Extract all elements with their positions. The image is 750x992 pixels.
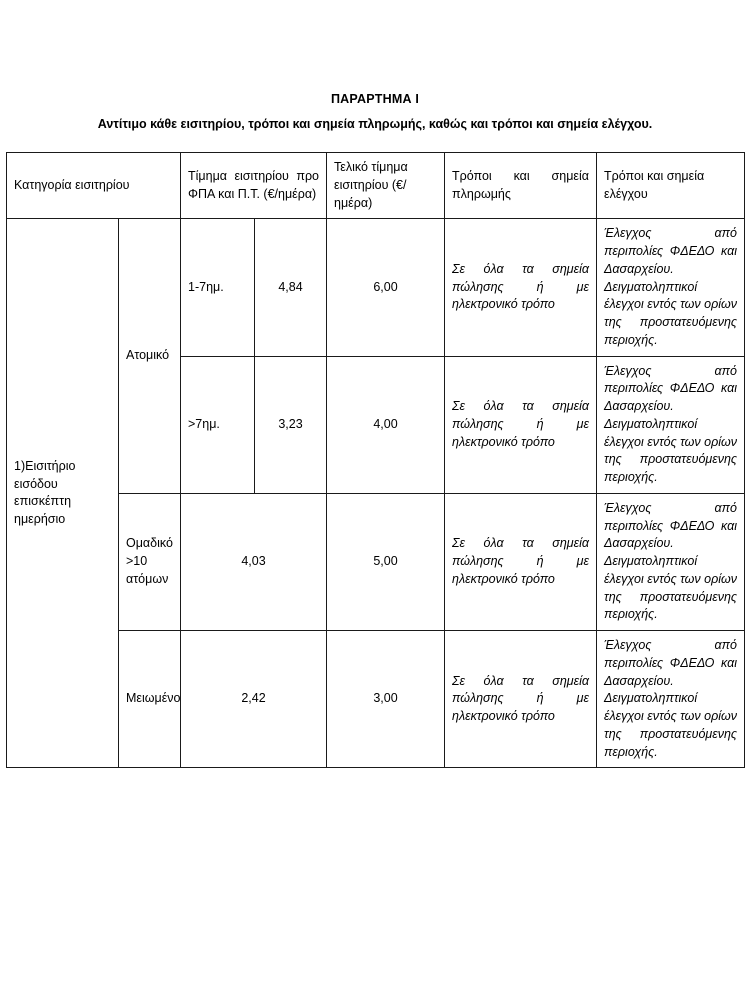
cell-payment-methods: Σε όλα τα σημεία πώλησης ή με ηλεκτρονικό τρόπο bbox=[445, 219, 597, 356]
cell-final-price: 3,00 bbox=[327, 631, 445, 768]
cell-final-price: 5,00 bbox=[327, 493, 445, 630]
cell-control-methods: Έλεγχος από περιπολίες ΦΔΕΔΟ και Δασαρχείου. Δειγματοληπτικοί έλεγχοι εντός των ορίων της προστατευόμενης περιοχής. bbox=[597, 631, 745, 768]
cell-control-methods: Έλεγχος από περιπολίες ΦΔΕΔΟ και Δασαρχείου. Δειγματοληπτικοί έλεγχοι εντός των ορίων της προστατευόμενης περιοχής. bbox=[597, 219, 745, 356]
page-subtitle: Αντίτιμο κάθε εισιτηρίου, τρόποι και σημεία πληρωμής, καθώς και τρόποι και σημεία ελέγχου. bbox=[97, 117, 653, 131]
cell-subcategory-reduced: Μειωμένο bbox=[119, 631, 181, 768]
cell-payment-methods: Σε όλα τα σημεία πώλησης ή με ηλεκτρονικό τρόπο bbox=[445, 356, 597, 493]
header-cell-control: Τρόποι και σημεία ελέγχου bbox=[597, 153, 745, 219]
cell-category-label: 1)Εισιτήριο εισόδου επισκέπτη ημερήσιο bbox=[7, 219, 119, 768]
page-title: ΠΑΡΑΡΤΗΜΑ Ι bbox=[330, 92, 420, 106]
cell-pre-vat-price: 3,23 bbox=[255, 356, 327, 493]
cell-subcategory-group: Ομαδικό >10 ατόμων bbox=[119, 493, 181, 630]
header-cell-payment: Τρόποι και σημεία πληρωμής bbox=[445, 153, 597, 219]
cell-pre-vat-price: 4,84 bbox=[255, 219, 327, 356]
document-page bbox=[0, 92, 750, 992]
cell-final-price: 6,00 bbox=[327, 219, 445, 356]
cell-pre-vat-price: 4,03 bbox=[181, 493, 327, 630]
cell-subcategory-individual: Ατομικό bbox=[119, 219, 181, 494]
cell-control-methods: Έλεγχος από περιπολίες ΦΔΕΔΟ και Δασαρχείου. Δειγματοληπτικοί έλεγχοι εντός των ορίων της προστατευόμενης περιοχής. bbox=[597, 356, 745, 493]
header-cell-pre-vat: Τίμημα εισιτηρίου προ ΦΠΑ και Π.Τ. (€/ημέρα) bbox=[181, 153, 327, 219]
header-cell-final: Τελικό τίμημα εισιτηρίου (€/ημέρα) bbox=[327, 153, 445, 219]
cell-duration: 1-7ημ. bbox=[181, 219, 255, 356]
cell-payment-methods: Σε όλα τα σημεία πώλησης ή με ηλεκτρονικό τρόπο bbox=[445, 493, 597, 630]
cell-final-price: 4,00 bbox=[327, 356, 445, 493]
header-cell-category: Κατηγορία εισιτηρίου bbox=[7, 153, 181, 219]
cell-pre-vat-price: 2,42 bbox=[181, 631, 327, 768]
cell-payment-methods: Σε όλα τα σημεία πώλησης ή με ηλεκτρονικό τρόπο bbox=[445, 631, 597, 768]
cell-duration: >7ημ. bbox=[181, 356, 255, 493]
ticket-price-table bbox=[6, 152, 745, 768]
table-header-row bbox=[7, 153, 745, 219]
cell-control-methods: Έλεγχος από περιπολίες ΦΔΕΔΟ και Δασαρχείου. Δειγματοληπτικοί έλεγχοι εντός των ορίων της προστατευόμενης περιοχής. bbox=[597, 493, 745, 630]
table-row bbox=[7, 219, 745, 356]
